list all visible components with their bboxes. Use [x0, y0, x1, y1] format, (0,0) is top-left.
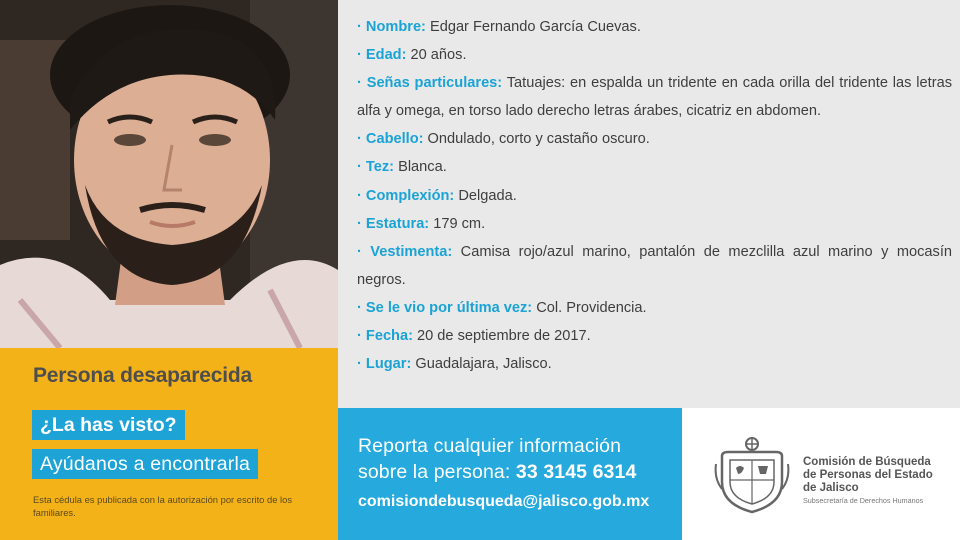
detail-vestimenta: [357, 238, 952, 294]
contact-line2: [358, 461, 636, 484]
detail-fecha: [357, 322, 952, 350]
missing-person-photo: [0, 0, 338, 348]
detail-label: · Cabello:: [357, 131, 424, 148]
org-name-line3: de Jalisco: [803, 482, 859, 494]
missing-person-banner: [0, 348, 338, 540]
detail-label: · Fecha:: [357, 328, 413, 345]
detail-value: Camisa rojo/azul marino, pantalón de mezclilla azul marino y mocasín negros.: [357, 243, 952, 288]
banner-title: Persona desaparecida: [33, 364, 252, 387]
org-name-line1: Comisión de Búsqueda: [803, 456, 931, 468]
detail-value: Ondulado, corto y castaño oscuro.: [423, 131, 650, 148]
detail-value: 179 cm.: [429, 215, 486, 232]
detail-edad: [357, 41, 952, 69]
org-name-line2: de Personas del Estado: [803, 469, 933, 481]
detail-value: 20 de septiembre de 2017.: [412, 328, 591, 345]
authorization-note: Esta cédula es publicada con la autorización por escrito de los familiares.: [33, 494, 293, 518]
detail-value: Tatuajes: en espalda un tridente en cada orilla del tridente las letras alfa y omega, en torso lado derecho letras árabes, cicatriz en abdomen.: [357, 75, 952, 120]
detail-nombre: [357, 13, 952, 41]
detail-label: · Lugar:: [357, 356, 412, 373]
detail-label: · Se le vio por última vez:: [357, 299, 533, 316]
detail-label: · Tez:: [357, 159, 395, 176]
contact-email[interactable]: comisiondebusqueda@jalisco.gob.mx: [358, 493, 650, 510]
contact-line1: Reporta cualquier información: [358, 435, 622, 457]
detail-complexion: [357, 182, 952, 210]
detail-label: · Vestimenta:: [357, 243, 453, 260]
detail-label: · Estatura:: [357, 215, 430, 232]
organization-name: [803, 456, 933, 506]
question-tag: ¿La has visto?: [32, 410, 185, 440]
organization-logo-block: [682, 408, 960, 540]
detail-label: · Edad:: [357, 47, 407, 64]
detail-value: Edgar Fernando García Cuevas.: [425, 19, 641, 35]
detail-value: Delgada.: [454, 187, 517, 204]
contact-block: [338, 408, 682, 540]
help-tag: Ayúdanos a encontrarla: [32, 449, 258, 479]
contact-phone[interactable]: 33 3145 6314: [515, 461, 637, 483]
detail-value: Guadalajara, Jalisco.: [411, 356, 552, 373]
org-subtitle: Subsecretaría de Derechos Humanos: [803, 496, 924, 505]
detail-value: Blanca.: [394, 159, 447, 176]
detail-label: · Nombre:: [357, 19, 426, 35]
person-details-panel: [338, 0, 960, 408]
detail-tez: [357, 153, 952, 181]
detail-label: · Señas particulares:: [357, 75, 503, 92]
detail-value: Col. Providencia.: [532, 299, 647, 316]
detail-estatura: [357, 210, 952, 238]
contact-line2-text: sobre la persona:: [358, 461, 516, 483]
detail-lugar: [357, 350, 952, 378]
detail-label: · Complexión:: [357, 187, 455, 204]
detail-value: 20 años.: [406, 47, 467, 64]
detail-cabello: [357, 125, 952, 153]
jalisco-coat-of-arms-icon: [712, 434, 792, 519]
detail-ultima-vez: [357, 294, 952, 322]
detail-senas: [357, 69, 952, 125]
